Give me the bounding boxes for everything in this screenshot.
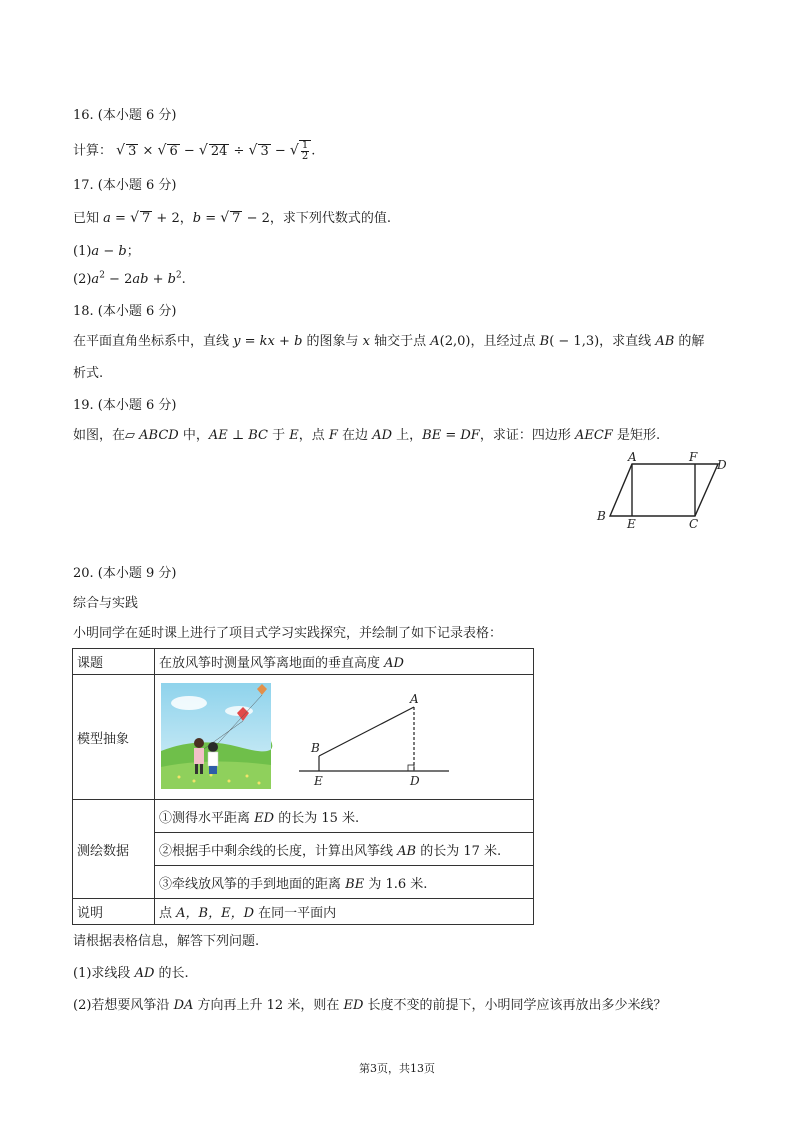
- data-row-2: ②根据手中剩余线的长度，计算出风筝线 AB 的长为 17 米.: [155, 833, 533, 866]
- model-geometry-diagram: [299, 707, 449, 771]
- model-label-E: E: [314, 774, 323, 788]
- q19-header: 19. (本小题 6 分): [73, 398, 177, 413]
- topic-value: 在放风筝时测量风筝离地面的垂直高度 AD: [155, 649, 534, 675]
- record-table: [72, 648, 534, 925]
- label-D: D: [717, 458, 727, 472]
- kite-illustration-image: [161, 683, 272, 789]
- model-key: 模型抽象: [73, 675, 155, 800]
- q20-header: 20. (本小题 9 分): [73, 566, 177, 581]
- label-C: C: [689, 517, 699, 531]
- q20-prompt: 请根据表格信息，解答下列问题.: [73, 934, 260, 949]
- model-label-B: B: [311, 741, 320, 755]
- data-row-3: ③牵线放风筝的手到地面的距离 BE 为 1.6 米.: [159, 876, 428, 892]
- data-values: [155, 800, 534, 899]
- label-A: A: [628, 450, 637, 464]
- label-E: E: [627, 517, 636, 531]
- model-label-A: A: [410, 692, 419, 706]
- q16-header: 16. (本小题 6 分): [73, 108, 177, 123]
- data-row-1: ①测得水平距离 ED 的长为 15 米.: [155, 800, 533, 833]
- q19-stem: 如图，在▱ ABCD 中，AE ⊥ BC 于 E，点 F 在边 AD 上，BE = DF，求证：四边形 AECF 是矩形.: [73, 428, 661, 443]
- topic-key: 课题: [73, 649, 155, 675]
- q19-parallelogram-diagram: [590, 450, 740, 535]
- data-key: 测绘数据: [73, 800, 155, 899]
- model-figure: [159, 681, 529, 793]
- table-row: [73, 899, 534, 925]
- q17-header: 17. (本小题 6 分): [73, 178, 177, 193]
- model-cell: [155, 675, 534, 800]
- label-B: B: [597, 509, 606, 523]
- q18-line1: 在平面直角坐标系中，直线 y = kx + b 的图象与 x 轴交于点 A(2,0)，且经过点 B( − 1,3)，求直线 AB 的解: [73, 334, 705, 349]
- label-F: F: [689, 450, 698, 464]
- q20-subtitle: 综合与实践: [73, 596, 139, 611]
- page-footer: 第3页，共13页: [359, 1062, 435, 1075]
- q17-stem: 已知 a = √ 7 + 2，b = √ 7 − 2，求下列代数式的值.: [73, 210, 392, 226]
- q20-part2: (2)若想要风筝沿 DA 方向再上升 12 米，则在 ED 长度不变的前提下，小明同学应该再放出多少米线？: [73, 998, 667, 1013]
- q16-expression: 计算： √ 3 × √ 6 − √ 24 ÷ √ 3 − √ $\frac{1}{2}$ .: [73, 140, 316, 162]
- note-key: 说明: [73, 899, 155, 925]
- table-row: [73, 800, 534, 899]
- model-label-D: D: [410, 774, 420, 788]
- q20-part1: (1)求线段 AD 的长.: [73, 966, 189, 981]
- q20-intro: 小明同学在延时课上进行了项目式学习实践探究，并绘制了如下记录表格：: [73, 626, 503, 641]
- table-row: [73, 649, 534, 675]
- q17-part2: $(2)a^2 - 2ab + b^2$.: [73, 270, 186, 287]
- note-value: 点 A，B，E，D 在同一平面内: [155, 899, 534, 925]
- q18-header: 18. (本小题 6 分): [73, 304, 177, 319]
- q17-part1: (1)a − b；: [73, 244, 140, 259]
- table-row: [73, 675, 534, 800]
- q18-line2: 析式.: [73, 366, 104, 381]
